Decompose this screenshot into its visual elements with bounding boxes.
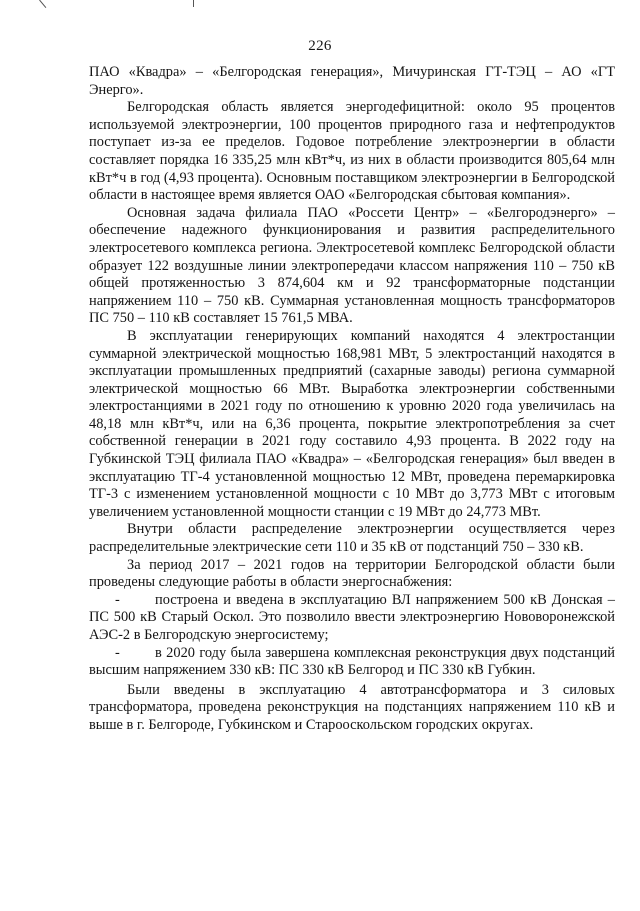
paragraph-continuation: ПАО «Квадра» – «Белгородская генерация», Мичуринская ГТ-ТЭЦ – АО «ГТ Энерго».	[89, 64, 615, 98]
bullet-text: в 2020 году была завершена комплексная реконструкция двух подстанций высшим напряжением 330 кВ: ПС 330 кВ Белгород и ПС 330 кВ Губкин.	[89, 644, 615, 679]
scan-artifact-mark	[39, 0, 46, 8]
paragraph-generation: В эксплуатации генерирующих компаний находятся 4 электростанции суммарной электрической мощностью 168,981 МВт, 5 электростанций находятся в эксплуатации промышленных предприятий (сахарные заводы) региона суммарной электрической мощностью 66 МВт. Выработка электроэнергии собственными электростанциями в 2021 году по отношению к уровню 2020 года увеличилась на 48,18 млн кВт*ч, или на 6,36 процента, покрытие электропотребления за счет собственной генерации в 2021 году составило 4,93 процента. В 2022 году на Губкинской ТЭЦ филиала ПАО «Квадра» – «Белгородская генерация» был введен в эксплуатацию ТГ-4 установленной мощностью 12 МВт, проведена перемаркировка ТГ-3 с изменением установленной мощности с 10 МВт до 3,773 МВт с итоговым увеличением установленной мощности станции с 19 МВт до 24,773 МВт.	[89, 327, 615, 520]
bullet-dash: -	[115, 591, 120, 608]
paragraph-energy-deficit: Белгородская область является энергодефицитной: около 95 процентов используемой электроэнергии, 100 процентов природного газа и нефтепродуктов поступает из-за ее пределов. Годовое потребление электроэнергии в области составляет порядка 16 335,25 млн кВт*ч, из них в области производится 805,64 млн кВт*ч в год (4,93 процента). Основным поставщиком электроэнергии в Белгородской области в настоящее время является ОАО «Белгородская сбытовая компания».	[89, 99, 615, 204]
bullet-dash: -	[115, 644, 120, 661]
scan-artifact-mark	[193, 0, 194, 7]
document-body	[89, 64, 615, 735]
paragraph-distribution: Внутри области распределение электроэнергии осуществляется через распределительные электрические сети 110 и 35 кВ от подстанций 750 – 330 кВ.	[89, 521, 615, 556]
bullet-item	[89, 592, 615, 645]
bullet-text: построена и введена в эксплуатацию ВЛ напряжением 500 кВ Донская – ПС 500 кВ Старый Оскол. Это позволило ввести электроэнергию Нововоронежской АЭС-2 в Белгородскую энергосистему;	[89, 591, 615, 643]
bullet-item	[89, 645, 615, 680]
paragraph-works-intro: За период 2017 – 2021 годов на территории Белгородской области были проведены следующие работы в области энергоснабжения:	[89, 556, 615, 591]
paragraph-grid-company: Основная задача филиала ПАО «Россети Центр» – «Белгородэнерго» – обеспечение надежного функционирования и развития распределительного электросетевого комплекса региона. Электросетевой комплекс Белгородской области образует 122 воздушные линии электропередачи классом напряжения 110 – 750 кВ общей протяженностью 3 874,604 км и 92 трансформаторные подстанции напряжением 110 – 750 кВ. Суммарная установленная мощность трансформаторов ПС 750 – 110 кВ составляет 15 761,5 МВА.	[89, 204, 615, 327]
page-number: 226	[308, 38, 332, 54]
paragraph-closing: Были введены в эксплуатацию 4 автотрансформатора и 3 силовых трансформатора, проведена реконструкция на подстанциях напряжением 110 кВ и выше в г. Белгороде, Губкинском и Старооскольском городских округах.	[89, 681, 615, 733]
